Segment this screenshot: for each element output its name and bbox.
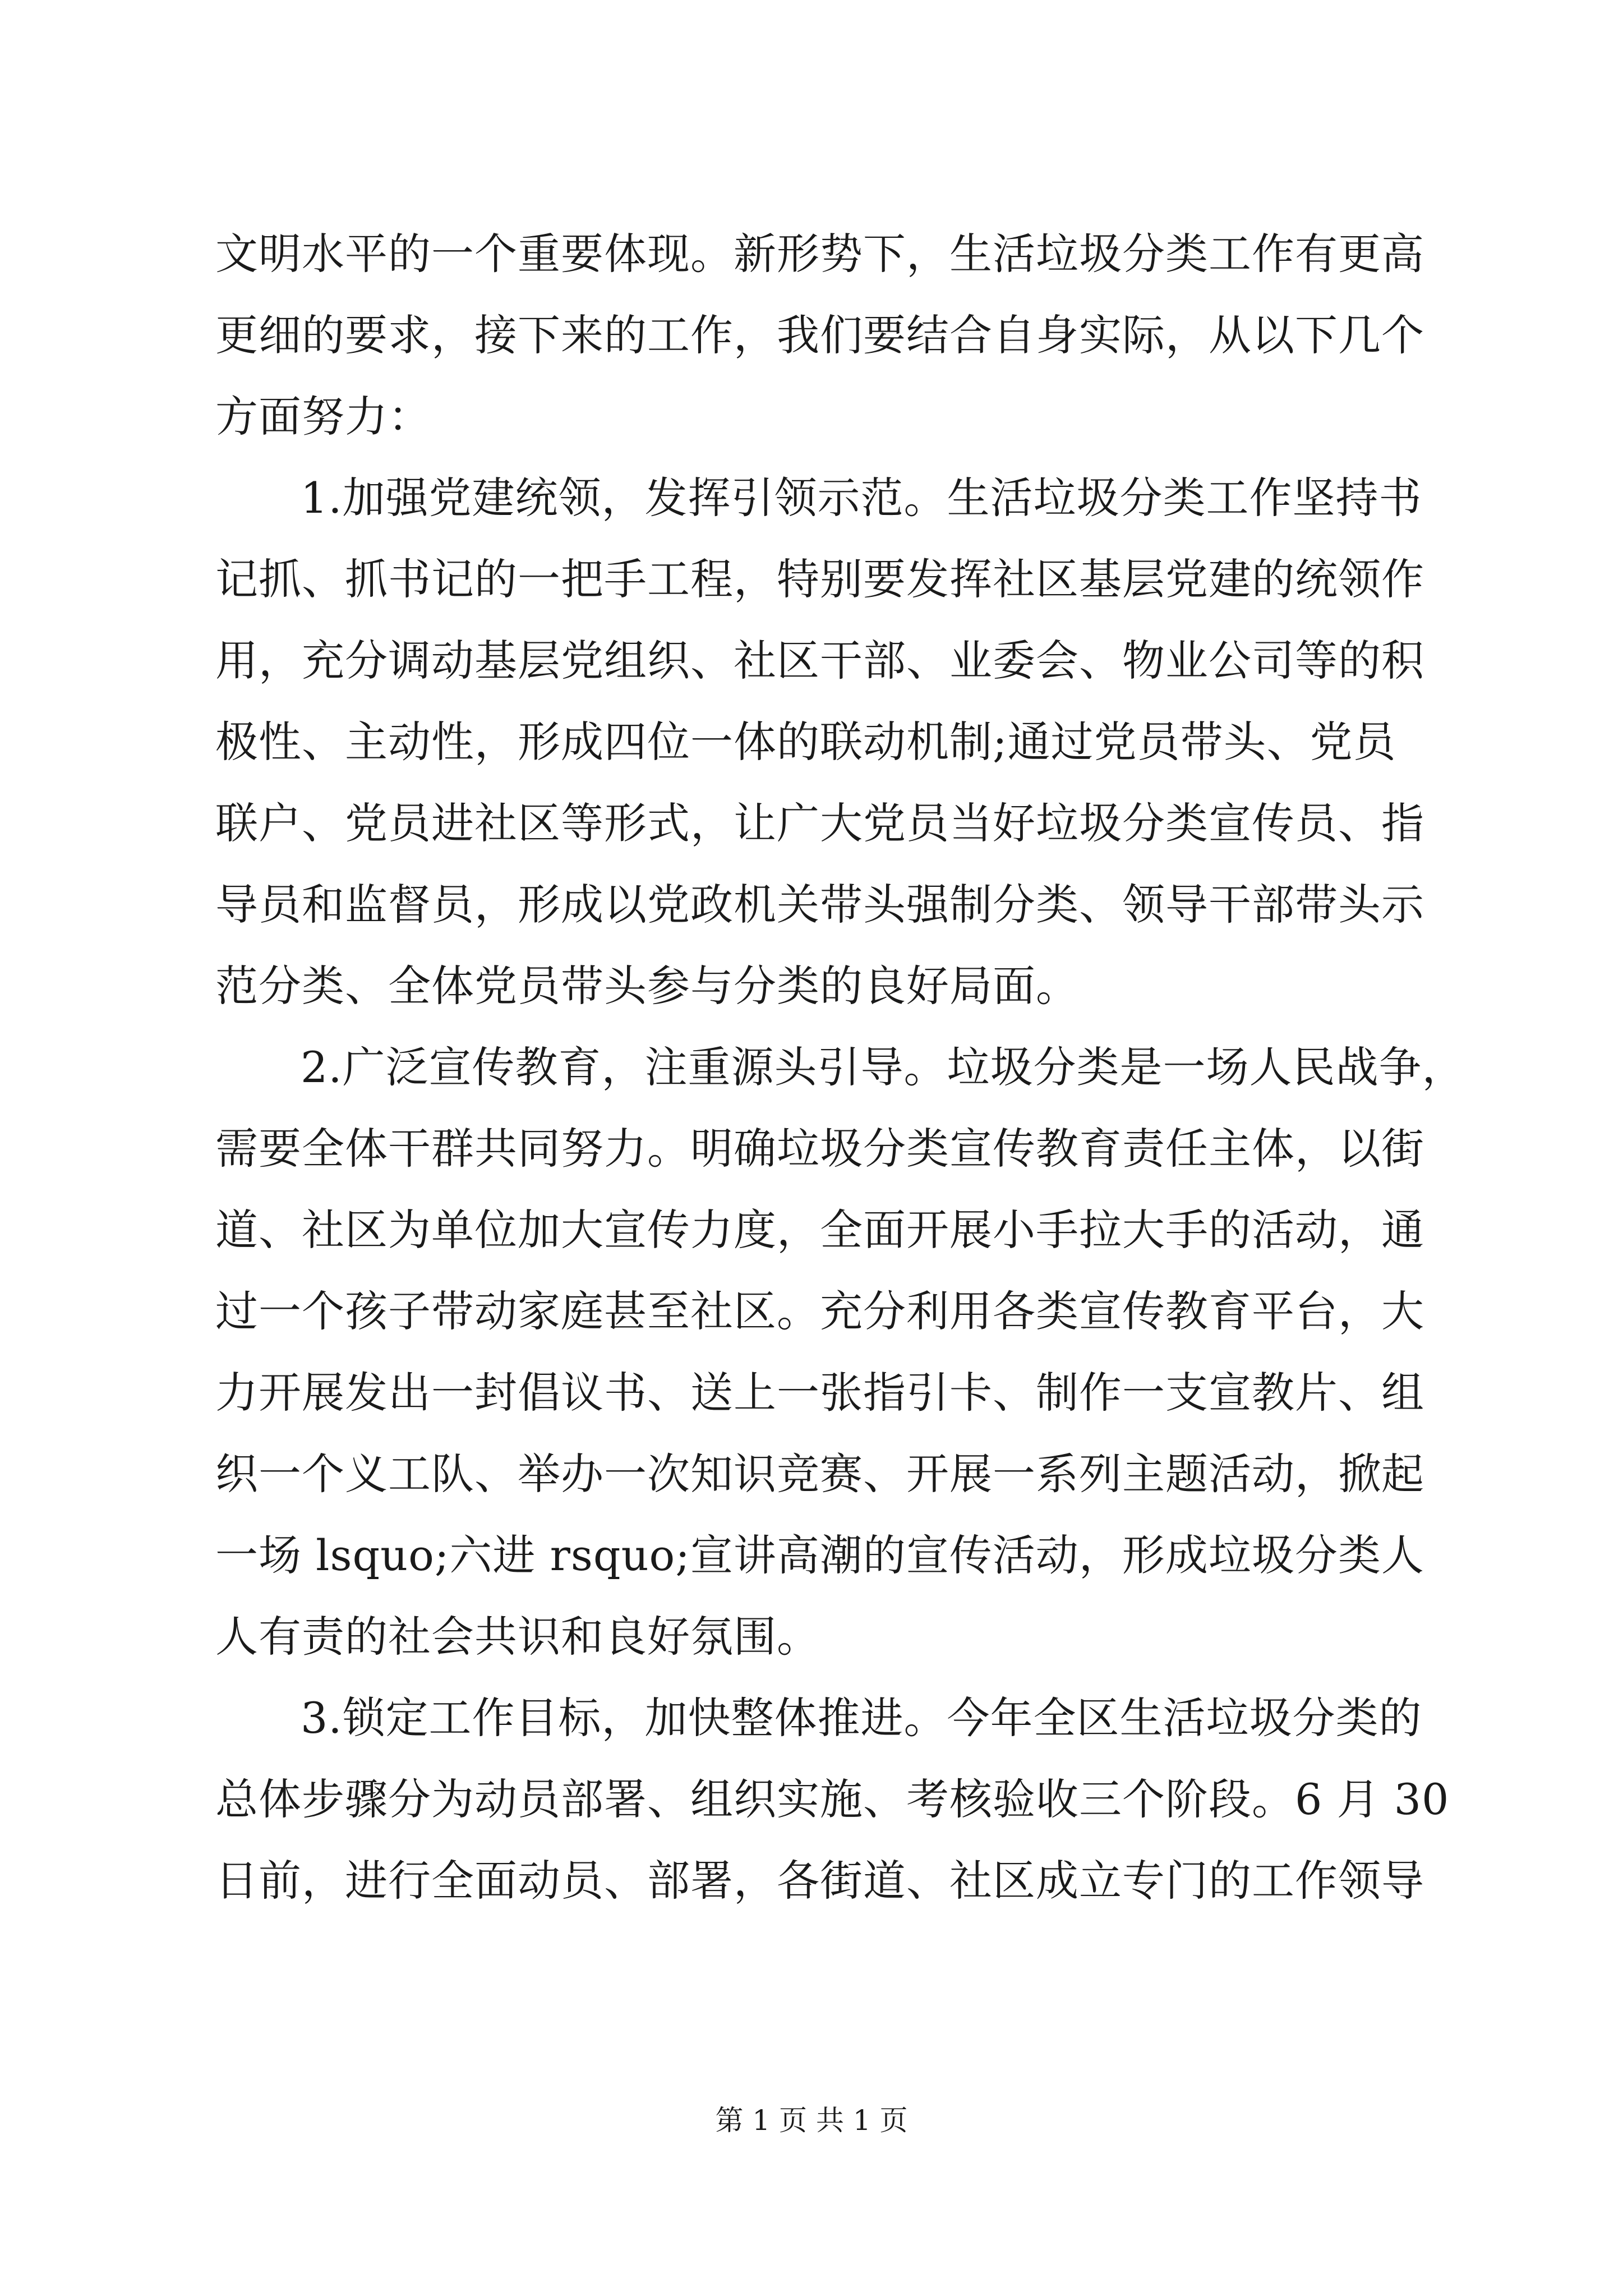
text-line: 过一个孩子带动家庭甚至社区。充分利用各类宣传教育平台，大 — [215, 1286, 1424, 1336]
page-number: 第 1 页 共 1 页 — [715, 2104, 908, 2137]
text-line: 总体步骤分为动员部署、组织实施、考核验收三个阶段。6 月 30 — [215, 1774, 1450, 1824]
text-line: 需要全体干群共同努力。明确垃圾分类宣传教育责任主体，以街 — [215, 1124, 1424, 1174]
text-line: 力开展发出一封倡议书、送上一张指引卡、制作一支宣教片、组 — [215, 1368, 1424, 1418]
text-line: 人有责的社会共识和良好氛围。 — [215, 1612, 820, 1662]
text-line: 道、社区为单位加大宣传力度，全面开展小手拉大手的活动，通 — [215, 1205, 1424, 1255]
text-line: 文明水平的一个重要体现。新形势下，生活垃圾分类工作有更高 — [215, 229, 1424, 279]
paragraph-heading-1: 1.加强党建统领，发挥引领示范。生活垃圾分类工作坚持书 — [301, 473, 1422, 523]
text-line: 记抓、抓书记的一把手工程，特别要发挥社区基层党建的统领作 — [215, 554, 1424, 604]
paragraph-heading-3: 3.锁定工作目标，加快整体推进。今年全区生活垃圾分类的 — [301, 1693, 1422, 1743]
page-footer — [0, 2101, 1623, 2140]
text-line: 织一个义工队、举办一次知识竞赛、开展一系列主题活动，掀起 — [215, 1449, 1424, 1499]
text-line: 日前，进行全面动员、部署，各街道、社区成立专门的工作领导 — [215, 1856, 1424, 1906]
text-line: 范分类、全体党员带头参与分类的良好局面。 — [215, 961, 1079, 1011]
text-line: 用，充分调动基层党组织、社区干部、业委会、物业公司等的积 — [215, 636, 1424, 685]
paragraph-heading-2: 2.广泛宣传教育，注重源头引导。垃圾分类是一场人民战争， — [301, 1042, 1465, 1092]
document-body — [215, 213, 1465, 1921]
text-line: 联户、党员进社区等形式，让广大党员当好垃圾分类宣传员、指 — [215, 798, 1424, 848]
text-line: 一场 lsquo;六进 rsquo;宣讲高潮的宣传活动，形成垃圾分类人 — [215, 1530, 1424, 1580]
text-line: 导员和监督员，形成以党政机关带头强制分类、领导干部带头示 — [215, 880, 1424, 930]
text-line: 更细的要求，接下来的工作，我们要结合自身实际，从以下几个 — [215, 310, 1424, 360]
text-line: 极性、主动性，形成四位一体的联动机制;通过党员带头、党员 — [215, 717, 1396, 767]
text-line: 方面努力： — [215, 392, 431, 441]
